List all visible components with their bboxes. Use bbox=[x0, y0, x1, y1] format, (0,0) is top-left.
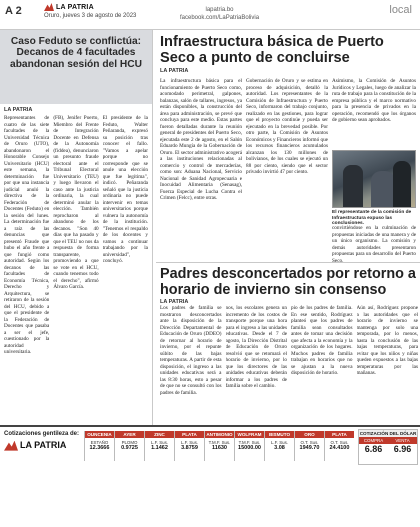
ticker-value: 1.1462 bbox=[151, 445, 168, 451]
ticker-unit: L.F. Sus. bbox=[180, 440, 199, 445]
dollar-buy-value: 6.86 bbox=[364, 444, 383, 454]
padres-column-2: nos, los escolares genera un incremento de los costos de transporte porque una hora para el ingreso a las unidades educativas. Desde el 7 de agosto, la Dirección Distrital de Educación de Oruro resolvió que se retomará el horario de invierno, por lo que los directores de las unidades educativas deberán informar a los padres de familia sobre el cambio. bbox=[225, 305, 287, 389]
ticker-brand bbox=[4, 440, 66, 451]
dollar-header-row bbox=[359, 437, 417, 444]
padres-column-1: Los padres de familia se mostraron desconcertados ante la disposición de la Dirección Departamental de Educación de Oruro (DDEO) de retornar al horario de invierno, por el repunte súbito de las bajas temperaturas. A partir de esta disposición, el ingreso a las unidades educativas será a las 8:30 horas, esto a pesar de que no se consultó con los padres de familia. bbox=[160, 305, 222, 396]
padres-kicker: LA PATRIA bbox=[160, 299, 189, 305]
ticker-name: AYER bbox=[115, 431, 144, 438]
infra-body bbox=[156, 78, 420, 263]
ticker-cell bbox=[114, 431, 144, 461]
edition-date: Oruro, jueves 3 de agosto de 2023 bbox=[44, 13, 137, 19]
ticker-name: BISMUTO bbox=[265, 431, 294, 438]
facebook-url[interactable]: facebook.com/LaPatriaBolivia bbox=[180, 15, 260, 21]
hcu-column-2: (FB), Jenifer Poerto, Miembro del Frente de Integración Docente en Defensa de la Autonomía (fiddea), denunciaron un presunto fraude electoral ante el Tribunal Electoral Universitario (TEU) y luego llevaron el caso ante la justicia ordinaria, la cual determinó anular la elección. También reprocharon al abandono de los decanos. "Son 40 días que ha pasado y que el TEU no nos da respuesta de forma transparente, promoviendo a que se vote en el HCU, cuando tenemos todo el derecho", afirmó Álvaro García. bbox=[53, 115, 99, 290]
ticker-name: ANTIMONIO bbox=[206, 432, 233, 437]
section-label: local bbox=[389, 4, 412, 16]
hcu-headline-box bbox=[0, 30, 152, 104]
ticker-value: 3.08 bbox=[274, 445, 285, 451]
ticker-name: PLATA bbox=[325, 431, 354, 438]
ticker-logo-icon bbox=[4, 441, 18, 451]
photo-person-1 bbox=[343, 165, 363, 208]
ticker-unit: L.F. Sus. bbox=[150, 440, 169, 445]
hcu-columns bbox=[0, 113, 152, 427]
infra-kicker: LA PATRIA bbox=[160, 68, 189, 74]
newspaper-logo bbox=[44, 3, 94, 11]
hcu-headline: Caso Feduto se conflictúa: Decanos de 4 facultades abandonan sesión del HCU bbox=[10, 36, 142, 70]
hcu-column-3: El presidente de la Feduto, Walter Peñaranda, expresó su posición tras conocer el fallo. "Vamos a apelar porque no corresponde que se anule una elección que fue legítima", indicó. Peñaranda señaló que la justicia ordinaria no puede intervenir en temas universitarios porque vulnera la autonomía de la institución. "Tenemos el respaldo de los docentes y vamos a continuar trabajando por la universidad", concluyó. bbox=[102, 115, 148, 264]
infra-story bbox=[156, 32, 420, 262]
hcu-story bbox=[0, 30, 153, 425]
padres-column-3: pio de los padres de familia. En ese sentido, Rodríguez planteó que los padres de familia sean consultados antes de tomar una decisión que afecta a la economía y la organización de los hogares. Muchos padres de familia trabajan en horarios que no se ajustan a la nueva disposición de horario. bbox=[291, 305, 353, 376]
quotes-ticker bbox=[0, 425, 420, 527]
ticker-value: 12.3666 bbox=[89, 445, 110, 451]
page-number: A 2 bbox=[5, 5, 22, 17]
dollar-rate-box bbox=[358, 429, 418, 465]
infra-column-1: La infraestructura básica para el funcionamiento de Puerto Seco como, acomodado perimetral, galpones, balanzas, salón de tallares, ingresos, ya están disponibles, la construcción del área para administración, se prevé que concluya para este medio. Estas partes fueron detalladas durante la reunión general de presidentes del Puerto Seco, ejecutada este 2 de agosto, en el Salón Eduardo Mungía de la Gobernación de Oruro. El sector administrativo acogerá a las instituciones relacionadas al comercio y control de mercaderías, como son: Aduana Nacional, Servicio Nacional de Sanidad Agropecuaria e Inocuidad Alimentaria (Senasag), Fuerza Especial de Lucha Contra el Crimen (Felcc), entre otras. bbox=[160, 78, 242, 201]
infra-headline: Infraestructura básica de Puerto Seco a punto de concluirse bbox=[160, 34, 384, 66]
ticker-cell bbox=[144, 431, 174, 461]
ticker-unit: L.F. Sus. bbox=[270, 440, 289, 445]
dollar-value-row bbox=[359, 444, 417, 454]
padres-headline: Padres desconcertados por retorno a horario de invierno sin consenso bbox=[160, 266, 416, 298]
ticker-cell bbox=[84, 431, 114, 461]
ticker-cell bbox=[174, 431, 204, 461]
photo-person-2 bbox=[371, 171, 395, 208]
ticker-cells bbox=[84, 431, 354, 461]
ticker-value: 15000.00 bbox=[238, 445, 261, 451]
ticker-cell bbox=[324, 431, 354, 461]
dollar-buy-label: COMPRA bbox=[359, 437, 388, 444]
hcu-column-1: Representantes de cuatro de las siete facultades de la Universidad Técnica de Oruro (UTO), abandonaron el Honorable Consejo Universitario (HCU) este semana, la determinación fue por que una instancia judicial anuló la directiva de la Federación de Docentes (Feduto) en la sesión del lunes. La determinación fue a raíz de las denuncias que presentó Fraude que hubo el año frente a que fungió como autoridad. Según los decanos de las facultades de Economía Técnica, Derecho y Arquitectura, se retiraron de la sesión del HCU, debido a que el presidente de la Federación de Docentes que pasaba a ser el jefe, cuestionado por la autoridad universitaria. bbox=[4, 115, 50, 355]
ticker-brand-text: LA PATRIA bbox=[20, 440, 67, 450]
logo-text: LA PATRIA bbox=[56, 3, 94, 11]
ticker-value: 1949.70 bbox=[299, 445, 320, 451]
ticker-name: ZINC bbox=[145, 431, 174, 438]
web-url[interactable]: lapatria.bo bbox=[205, 7, 234, 13]
ticker-value: 11630 bbox=[212, 445, 227, 451]
ticker-unit: O.T. Sus. bbox=[330, 440, 349, 445]
dollar-title: COTIZACIÓN DEL DÓLAR bbox=[359, 431, 417, 436]
ticker-unit: T.M.F. Sus. bbox=[208, 440, 231, 445]
page-header bbox=[0, 0, 420, 30]
infra-column-2: Gobernación de Oruro y se estima en proceso de adquisición, detalló la autoridad. Los representantes de la Comisión de Infraestructura y Puerto Seco, informaron del trabajo conjunto, realizado en las gestiones, para lograr que el proyecto continúe y pueda ser ejecutado en la brevedad posible. Por otro parte, la Comisión de Asuntos Económicos y Financieros informó que los recursos financieros acumulados alcanzan los 130 millones de bolivianos, de los cuales se ejecutó un 88 por ciento, siendo que el sector privado invirtió 47 por ciento. bbox=[246, 78, 328, 175]
infra-column-3: Asimismo, la Comisión de Asuntos Jurídicos y Legales, luego de analizar la ruta de trabajo para la constitución de la empresa pública y el marco normativo para la presencia de privados en la operación, recomendó que los órganos de gobierno sean aprobados. bbox=[332, 78, 416, 123]
ticker-value: 3.8759 bbox=[181, 445, 198, 451]
ticker-unit: ESTAÑO bbox=[90, 440, 109, 445]
padres-story bbox=[156, 262, 420, 425]
ticker-cell bbox=[204, 431, 234, 461]
ticker-name: PLATA bbox=[175, 431, 204, 438]
ticker-unit: PLOMO bbox=[121, 440, 138, 445]
dollar-sell-value: 6.96 bbox=[393, 444, 412, 454]
infra-column-4: convirtiéndose en la culminación de propuestas iniciadas de una manera y de un único organismo. La comisión y demás autoridades presentaron propuestas para un desarrollo del Puerto Seco. bbox=[332, 225, 416, 262]
ticker-name: OUNCENIA bbox=[85, 431, 114, 438]
ticker-value: 0.9725 bbox=[121, 445, 138, 451]
infra-photo bbox=[332, 150, 416, 208]
dollar-sell-label: VENTA bbox=[388, 437, 417, 444]
ticker-name: WOLFRAM bbox=[235, 431, 264, 438]
padres-column-4: Aún así, Rodríguez propone a las autoridades que el horario de invierno se mantenga por solo una temporada, por lo menos, hasta la conclusión de las bajas temperaturas, para evitar que los niños y niñas queden expuestos a las bajas temperaturas por las mañanas. bbox=[356, 305, 418, 376]
ticker-value: 24.4100 bbox=[329, 445, 350, 451]
ticker-label: Cotizaciones gentileza de: bbox=[4, 431, 80, 437]
web-info bbox=[180, 6, 259, 22]
ticker-cell bbox=[294, 431, 324, 461]
ticker-unit: O.T. Sus. bbox=[300, 440, 319, 445]
photo-person-3 bbox=[393, 161, 411, 208]
logo-mark-icon bbox=[44, 3, 54, 11]
infra-photo-caption: El representante de la comisión de Infraestructura expuso las conclusiones. bbox=[332, 210, 412, 227]
hcu-kicker: LA PATRIA bbox=[4, 107, 33, 113]
ticker-cell bbox=[264, 431, 294, 461]
ticker-cell bbox=[234, 431, 264, 461]
padres-columns bbox=[160, 305, 418, 425]
ticker-unit: T.M.F. Sus. bbox=[238, 440, 261, 445]
ticker-name: ORO bbox=[295, 431, 324, 438]
